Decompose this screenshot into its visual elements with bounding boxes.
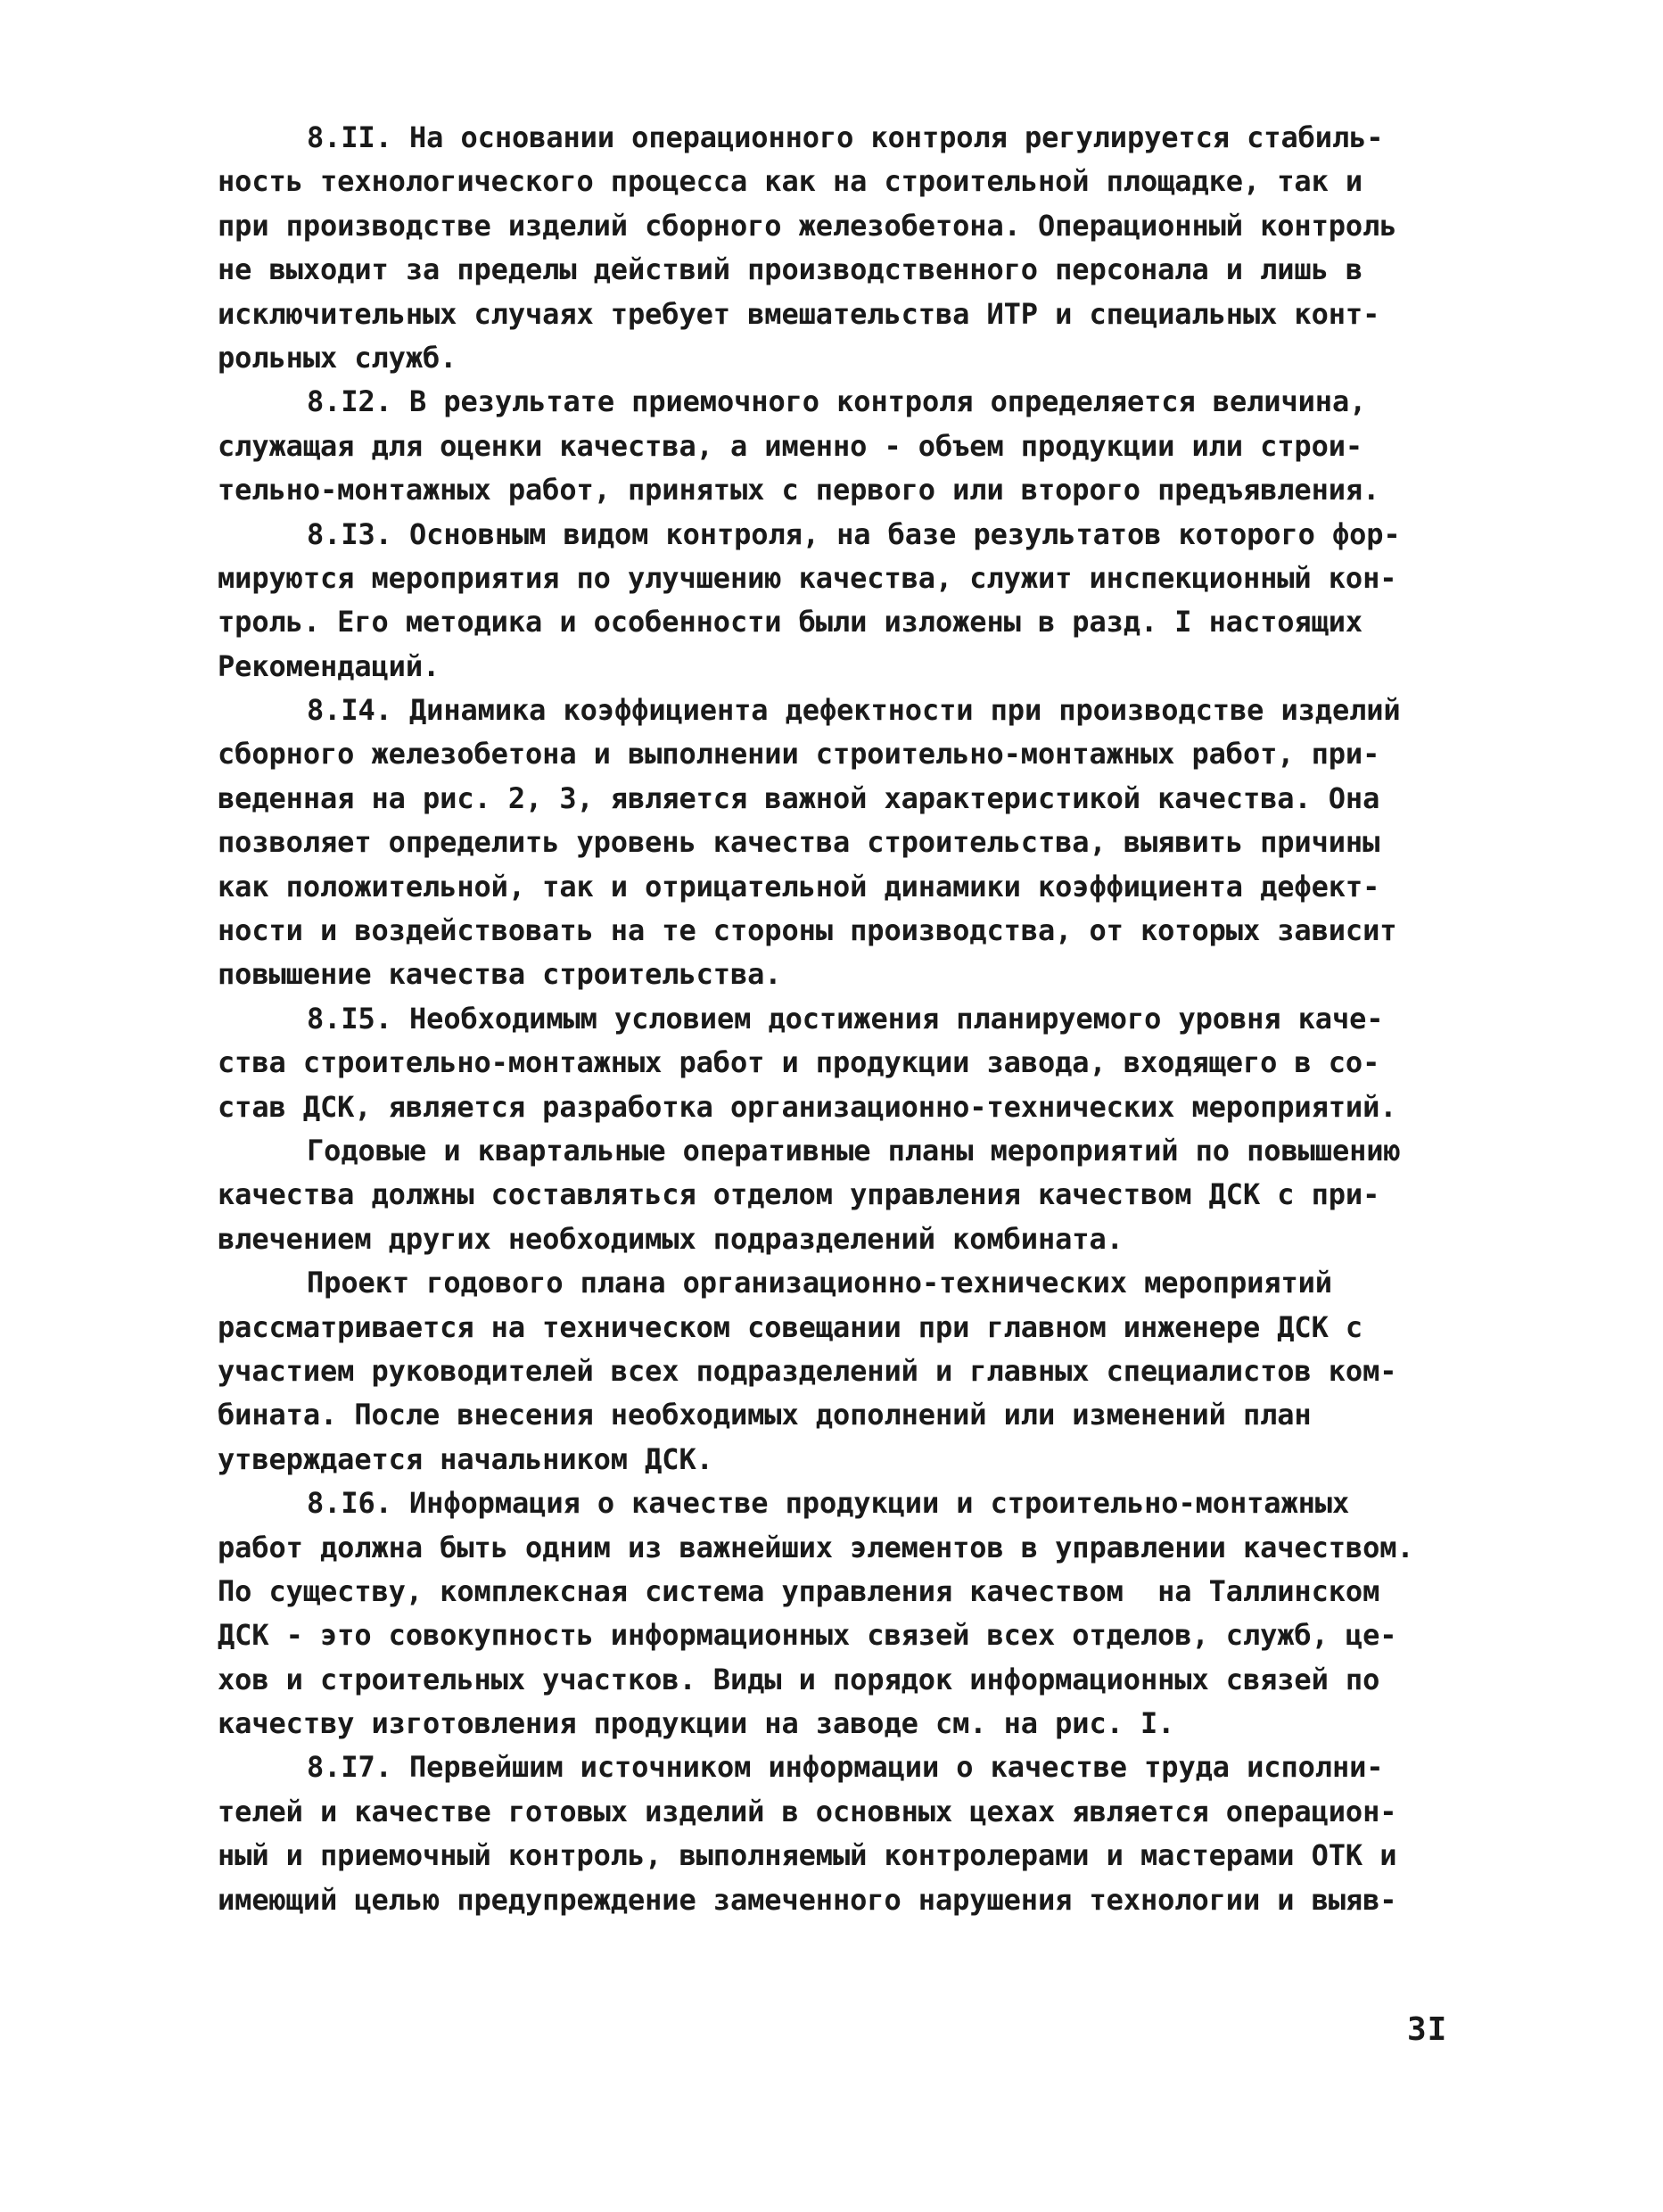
text-line: как положительной, так и отрицательной динамики коэффициента дефект- [218, 869, 1380, 904]
text-line: 8.I2. В результате приемочного контроля определяется величина, [307, 384, 1367, 419]
text-line: По существу, комплексная система управления качеством на Таллинском [218, 1573, 1380, 1608]
text-line: 8.I3. Основным видом контроля, на базе результатов которого фор- [307, 516, 1401, 551]
text-line: позволяет определить уровень качества строительства, выявить причины [218, 825, 1380, 860]
text-line: при производстве изделий сборного железобетона. Операционный контроль [218, 208, 1397, 243]
text-line: мируются мероприятия по улучшению качества, служит инспекционный кон- [218, 560, 1397, 595]
text-line: 8.I6. Информация о качестве продукции и строительно-монтажных [307, 1486, 1350, 1521]
text-line: рольных служб. [218, 340, 457, 375]
text-line: повышение качества строительства. [218, 957, 782, 992]
text-line: участием руководителей всех подразделений и главных специалистов ком- [218, 1353, 1397, 1388]
text-line: служащая для оценки качества, а именно - объем продукции или строи- [218, 428, 1363, 463]
text-line: исключительных случаях требует вмешательства ИТР и специальных конт- [218, 296, 1380, 331]
text-line: троль. Его методика и особенности были изложены в разд. I настоящих [218, 605, 1363, 640]
text-line: влечением других необходимых подразделений комбината. [218, 1221, 1124, 1256]
text-line: ства строительно-монтажных работ и продукции завода, входящего в со- [218, 1045, 1380, 1080]
text-line: веденная на рис. 2, 3, является важной характеристикой качества. Она [218, 780, 1380, 815]
text-line: тельно-монтажных работ, принятых с первого или второго предъявления. [218, 473, 1380, 508]
text-line: имеющий целью предупреждение замеченного нарушения технологии и выяв- [218, 1882, 1397, 1917]
text-line: 8.II. На основании операционного контроля регулируется стабиль- [307, 120, 1384, 154]
text-line: 8.I7. Первейшим источником информации о качестве труда исполни- [307, 1750, 1384, 1785]
text-line: 8.I5. Необходимым условием достижения планируемого уровня каче- [307, 1001, 1384, 1036]
text-line: Проект годового плана организационно-технических мероприятий [307, 1266, 1332, 1300]
text-line: не выходит за пределы действий производственного персонала и лишь в [218, 252, 1363, 287]
text-line: сборного железобетона и выполнении строительно-монтажных работ, при- [218, 737, 1380, 772]
text-line: качеству изготовления продукции на заводе см. на рис. I. [218, 1706, 1175, 1741]
text-line: качества должны составляться отделом управления качеством ДСК с при- [218, 1177, 1380, 1212]
body-text [218, 116, 1448, 1922]
text-line: ный и приемочный контроль, выполняемый контролерами и мастерами ОТК и [218, 1838, 1397, 1873]
text-line: хов и строительных участков. Виды и порядок информационных связей по [218, 1662, 1380, 1696]
text-line: ДСК - это совокупность информационных связей всех отделов, служб, це- [218, 1618, 1397, 1653]
text-line: ность технологического процесса как на строительной площадке, так и [218, 164, 1363, 199]
text-line: став ДСК, является разработка организационно-технических мероприятий. [218, 1089, 1397, 1124]
text-line: ности и воздействовать на те стороны производства, от которых зависит [218, 913, 1397, 948]
text-line: бината. После внесения необходимых дополнений или изменений план [218, 1398, 1312, 1432]
text-line: Рекомендаций. [218, 648, 440, 683]
text-line: телей и качестве готовых изделий в основных цехах является операцион- [218, 1794, 1397, 1828]
text-line: утверждается начальником ДСК. [218, 1441, 713, 1476]
text-line: работ должна быть одним из важнейших элементов в управлении качеством. [218, 1530, 1414, 1564]
text-line: 8.I4. Динамика коэффициента дефектности при производстве изделий [307, 693, 1401, 728]
page-number: 3I [1407, 2011, 1448, 2048]
text-line: рассматривается на техническом совещании при главном инженере ДСК с [218, 1309, 1363, 1344]
text-line: Годовые и квартальные оперативные планы мероприятий по повышению [307, 1133, 1401, 1168]
